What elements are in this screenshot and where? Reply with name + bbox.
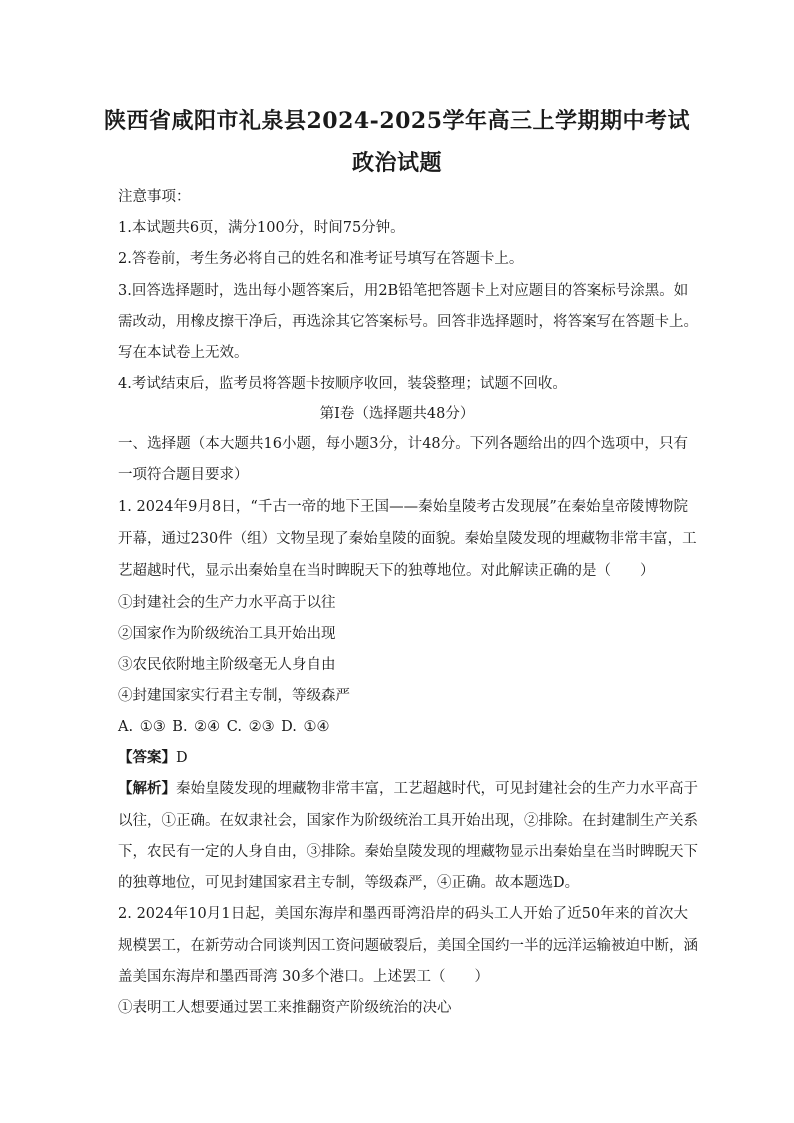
q1-option-1: ①封建社会的生产力水平高于以往 [118, 595, 336, 611]
q2-stem-line-3: 盖美国东海岸和墨西哥湾 30多个港口。上述罢工（ ） [118, 969, 490, 985]
q2-option-1: ①表明工人想要通过罢工来推翻资产阶级统治的决心 [118, 1000, 452, 1016]
q1-stem-line-3: 艺超越时代，显示出秦始皇在当时睥睨天下的独尊地位。对此解读正确的是（ ） [118, 563, 655, 579]
q1-analysis-line-2: 以往，①正确。在奴隶社会，国家作为阶级统治工具开始出现，②排除。在封建制生产关系 [118, 813, 698, 829]
answer-tag: 【答案】 [118, 749, 176, 766]
notice-item-3-line-2: 需改动，用橡皮擦干净后，再选涂其它答案标号。回答非选择题时，将答案写在答题卡上。 [118, 314, 698, 330]
notice-heading: 注意事项： [118, 189, 191, 205]
notice-item-2: 2.答卷前，考生务必将自己的姓名和准考证号填写在答题卡上。 [118, 251, 524, 267]
q1-option-2: ②国家作为阶级统治工具开始出现 [118, 626, 336, 642]
notice-item-3-line-1: 3.回答选择题时，选出每小题答案后，用2B铅笔把答题卡上对应题目的答案标号涂黑。如 [118, 283, 689, 299]
notice-item-3-line-3: 写在本试卷上无效。 [118, 345, 249, 361]
notice-item-1: 1.本试题共6页，满分100分，时间75分钟。 [118, 220, 405, 236]
analysis-text: 秦始皇陵发现的埋藏物非常丰富，工艺超越时代，可见封建社会的生产力水平高于 [176, 781, 698, 797]
q2-stem-line-1: 2. 2024年10月1日起，美国东海岸和墨西哥湾沿岸的码头工人开始了近50年来的首次大 [118, 906, 688, 922]
q1-stem-line-2: 开幕，通过230件（组）文物呈现了秦始皇陵的面貌。秦始皇陵发现的埋藏物非常丰富，工 [118, 531, 697, 547]
q1-choices: A. ①③ B. ②④ C. ②③ D. ①④ [118, 719, 330, 735]
analysis-tag: 【解析】 [118, 780, 176, 797]
part-heading: 第Ⅰ卷（选择题共48分） [319, 406, 475, 422]
notice-item-4: 4.考试结束后，监考员将答题卡按顺序收回，装袋整理；试题不回收。 [118, 376, 567, 392]
q1-analysis-line-3: 下，农民有一定的人身自由，③排除。秦始皇陵发现的埋藏物显示出秦始皇在当时睥睨天下 [118, 844, 698, 860]
q1-answer [118, 749, 688, 767]
section-heading-line-2: 一项符合题目要求） [118, 467, 249, 483]
q1-option-3: ③农民依附地主阶级毫无人身自由 [118, 657, 336, 673]
q1-option-4: ④封建国家实行君主专制，等级森严 [118, 688, 350, 704]
exam-subtitle: 政治试题 [351, 150, 442, 176]
q1-analysis-line-4: 的独尊地位，可见封建国家君主专制，等级森严，④正确。故本题选D。 [118, 875, 580, 891]
section-heading-line-1: 一、选择题（本大题共16小题，每小题3分，计48分。下列各题给出的四个选项中，只有 [118, 436, 688, 452]
answer-value: D [176, 750, 188, 766]
q1-stem-line-1: 1. 2024年9月8日，“千古一帝的地下王国——秦始皇陵考古发现展”在秦始皇帝陵博物院 [118, 499, 688, 515]
exam-title: 陕西省咸阳市礼泉县2024-2025学年高三上学期期中考试 [103, 108, 691, 134]
q2-stem-line-2: 规模罢工，在新劳动合同谈判因工资问题破裂后，美国全国约一半的远洋运输被迫中断，涵 [118, 938, 698, 954]
q1-analysis-line-1 [118, 780, 698, 798]
